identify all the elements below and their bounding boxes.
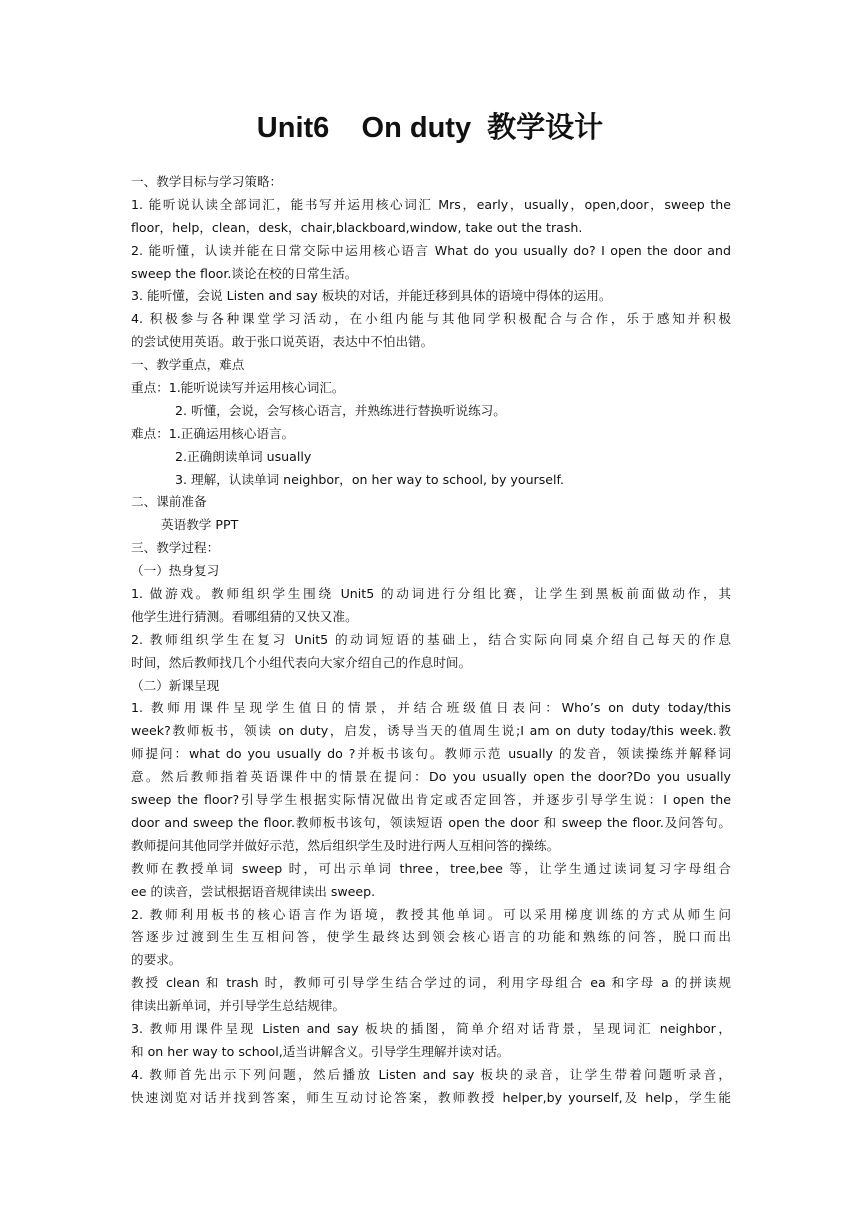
text-line: 师提问：what do you usually do ?并板书该句。教师示范 usually 的发音，领读操练并解释词: [131, 746, 731, 762]
text-line: 他学生进行猜测。看哪组猜的又快又准。: [131, 608, 358, 624]
text-line: floor，help，clean，desk，chair,blackboard,window, take out the trash.: [131, 219, 583, 235]
document-body: [131, 171, 731, 1110]
text-line: 的尝试使用英语。敢于张口说英语，表达中不怕出错。: [131, 334, 434, 350]
text-line: 重点：1.能听说读写并运用核心词汇。: [131, 380, 345, 396]
text-line: 英语教学 PPT: [161, 517, 239, 533]
text-line: sweep the floor.谈论在校的日常生活。: [131, 265, 358, 281]
text-line: 教授 clean 和 trash 时，教师可引导学生结合学过的词，利用字母组合 ea 和字母 a 的拼读规: [131, 975, 731, 991]
text-line: 4. 积极参与各种课堂学习活动，在小组内能与其他同学积极配合与合作，乐于感知并积极: [131, 311, 731, 327]
text-line: 一、教学重点，难点: [131, 357, 245, 373]
text-line: 1. 教师用课件呈现学生值日的情景，并结合班级值日表问：Who’s on duty today/this: [131, 700, 731, 716]
text-line: （二）新课呈现: [131, 677, 220, 693]
text-line: 和 on her way to school,适当讲解含义。引导学生理解并读对话。: [131, 1043, 510, 1059]
text-line: 时间，然后教师找几个小组代表向大家介绍自己的作息时间。: [131, 654, 472, 670]
text-line: 4. 教师首先出示下列问题，然后播放 Listen and say 板块的录音，让学生带着问题听录音，: [131, 1066, 731, 1082]
text-line: 2. 教师组织学生在复习 Unit5 的动词短语的基础上，结合实际向同桌介绍自己每天的作息: [131, 631, 731, 647]
text-line: 答逐步过渡到生生互相问答，使学生最终达到领会核心语言的功能和熟练的问答，脱口而出: [131, 929, 731, 945]
text-line: 2. 能听懂，认读并能在日常交际中运用核心语言 What do you usually do? I open the door and: [131, 242, 731, 258]
text-line: sweep the floor?引导学生根据实际情况做出肯定或否定回答，并逐步引导学生说：I open the: [131, 792, 731, 808]
text-line: 快速浏览对话并找到答案，师生互动讨论答案，教师教授 helper,by yourself,及 help，学生能: [131, 1089, 731, 1105]
text-line: 2. 教师利用板书的核心语言作为语境，教授其他单词。可以采用梯度训练的方式从师生问: [131, 906, 731, 922]
text-line: 律读出新单词，并引导学生总结规律。: [131, 998, 346, 1014]
text-line: 1. 能听说认读全部词汇，能书写并运用核心词汇 Mrs，early，usually，open,door，sweep the: [131, 196, 731, 212]
text-line: 3. 能听懂，会说 Listen and say 板块的对话，并能迁移到具体的语境中得体的运用。: [131, 288, 612, 304]
text-line: （一）热身复习: [131, 563, 220, 579]
text-line: 三、教学过程：: [131, 540, 220, 556]
text-line: 2.正确朗读单词 usually: [175, 448, 312, 464]
text-line: 教师提问其他同学并做好示范，然后组织学生及时进行两人互相问答的操练。: [131, 837, 560, 853]
text-line: week?教师板书，领读 on duty，启发，诱导当天的值周生说;I am on duty today/this week.教: [131, 723, 731, 739]
text-line: 2. 听懂，会说，会写核心语言，并熟练进行替换听说练习。: [175, 402, 506, 418]
text-line: ee 的读音，尝试根据语音规律读出 sweep.: [131, 883, 376, 899]
text-line: 二、课前准备: [131, 494, 207, 510]
text-line: 教师在教授单词 sweep 时，可出示单词 three，tree,bee 等，让学生通过读词复习字母组合: [131, 860, 731, 876]
text-line: 意。然后教师指着英语课件中的情景在提问：Do you usually open the door?Do you usually: [131, 769, 731, 785]
text-line: 1. 做游戏。教师组织学生围绕 Unit5 的动词进行分组比赛，让学生到黑板前面做动作，其: [131, 586, 731, 602]
text-line: 3. 理解，认读单词 neighbor，on her way to school, by yourself.: [175, 471, 565, 487]
text-line: 一、教学目标与学习策略：: [131, 174, 283, 189]
text-line: 的要求。: [131, 952, 182, 968]
text-line: 3. 教师用课件呈现 Listen and say 板块的插图，简单介绍对话背景，呈现词汇 neighbor，: [131, 1020, 731, 1036]
text-line: door and sweep the floor.教师板书该句，领读短语 open the door 和 sweep the floor.及问答句。: [131, 814, 731, 830]
document-title: Unit6 On duty 教学设计: [256, 112, 604, 144]
text-line: 难点：1.正确运用核心语言。: [131, 425, 295, 441]
